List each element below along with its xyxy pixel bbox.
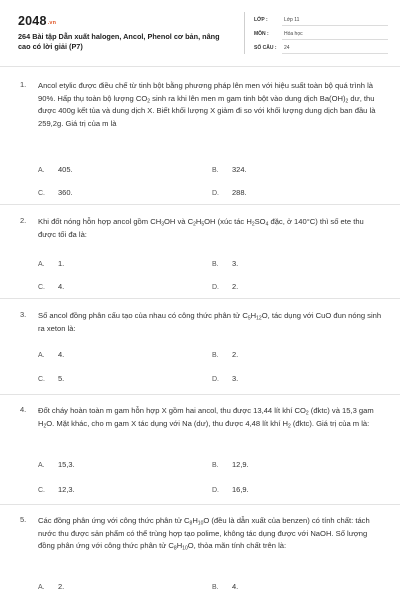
option-c[interactable]: C. 360. <box>38 188 73 197</box>
question-number: 3. <box>20 310 27 319</box>
meta-class-label: LỚP : <box>254 17 268 23</box>
meta-count-value: 24 <box>284 45 290 51</box>
question-separator <box>0 204 400 205</box>
option-b[interactable]: B. 324. <box>212 165 247 174</box>
option-b[interactable]: B. 4. <box>212 582 239 591</box>
meta-subject-label: MÔN : <box>254 31 269 37</box>
option-b[interactable]: B. 12,9. <box>212 460 249 469</box>
question-text: Ancol etylic được điều chế từ tinh bột bằng phương pháp lên men với hiệu suất toàn bộ quá trình là 90%. Hấp thụ toàn bộ lượng $CO_2$ sinh ra khi lên men m gam tinh bột vào dung dịch $Ba(OH)_2$ dư, thu được 400g kết tủa và dung dịch X. Biết khối lượng X giảm đi so với khối lượng dung dịch ban đầu là 259,2g. Giá trị của m là <box>38 81 376 128</box>
option-a[interactable]: A. 15,3. <box>38 460 75 469</box>
option-d[interactable]: D. 16,9. <box>212 485 249 494</box>
question-text: Đốt cháy hoàn toàn m gam hỗn hợp X gồm hai ancol, thu được 13,44 lít khí $CO_2$ (đktc) và 15,3 gam $H_2O$. Mặt khác, cho m gam X tác dụng với Na (dư), thu được 4,48 lít khí $H_2$ (đktc). Giá trị của m là: <box>38 406 374 430</box>
option-d[interactable]: D. 3. <box>212 374 239 383</box>
meta-class-value: Lớp 11 <box>284 17 300 23</box>
option-d[interactable]: D. 288. <box>212 188 247 197</box>
site-logo[interactable]: $2048_{.vn}$ <box>18 14 57 28</box>
option-d[interactable]: D. 2. <box>212 282 239 291</box>
question-number: 5. <box>20 515 27 524</box>
header-divider <box>244 12 245 54</box>
question-text: Các đồng phân ứng với công thức phân tử $C_8H_{10}O$ (đều là dẫn xuất của benzen) có tính chất: tách nước thu được sản phẩm có thể trùng hợp tạo polime, không tác dụng được với NaOH. Số lượng đồng phân ứng với công thức phân tử $C_8H_{10}O$, thỏa mãn tính chất trên là: <box>38 516 370 552</box>
question-text: Khi đốt nóng hỗn hợp ancol gồm $CH_3OH$ và $C_2H_5OH$ (xúc tác $H_2SO_4$ đặc, ở 140°C) thì số ete thu được tối đa là: <box>38 217 364 239</box>
question-number: 2. <box>20 216 27 225</box>
option-c[interactable]: C. 12,3. <box>38 485 75 494</box>
question-number: 1. <box>20 80 27 89</box>
question-separator <box>0 504 400 505</box>
option-a[interactable]: A. 405. <box>38 165 73 174</box>
option-c[interactable]: C. 5. <box>38 374 65 383</box>
option-c[interactable]: C. 4. <box>38 282 65 291</box>
header-separator <box>0 66 400 67</box>
question-number: 4. <box>20 405 27 414</box>
option-a[interactable]: A. 2. <box>38 582 65 591</box>
question-separator <box>0 298 400 299</box>
meta-count-label: SỐ CÂU : <box>254 45 277 51</box>
option-a[interactable]: A. 1. <box>38 259 65 268</box>
worksheet-title: 264 Bài tập Dẫn xuất halogen, Ancol, Phenol cơ bản, nâng cao có lời giải (P7) <box>18 32 220 51</box>
option-b[interactable]: B. 3. <box>212 259 239 268</box>
meta-subject-value: Hóa học <box>284 31 303 37</box>
worksheet-header <box>0 0 400 62</box>
question-separator <box>0 394 400 395</box>
option-b[interactable]: B. 2. <box>212 350 239 359</box>
question-text: Số ancol đồng phân cấu tạo của nhau có công thức phân tử $C_5H_{12}O$, tác dụng với CuO đun nóng sinh ra xeton là: <box>38 311 382 333</box>
option-a[interactable]: A. 4. <box>38 350 65 359</box>
